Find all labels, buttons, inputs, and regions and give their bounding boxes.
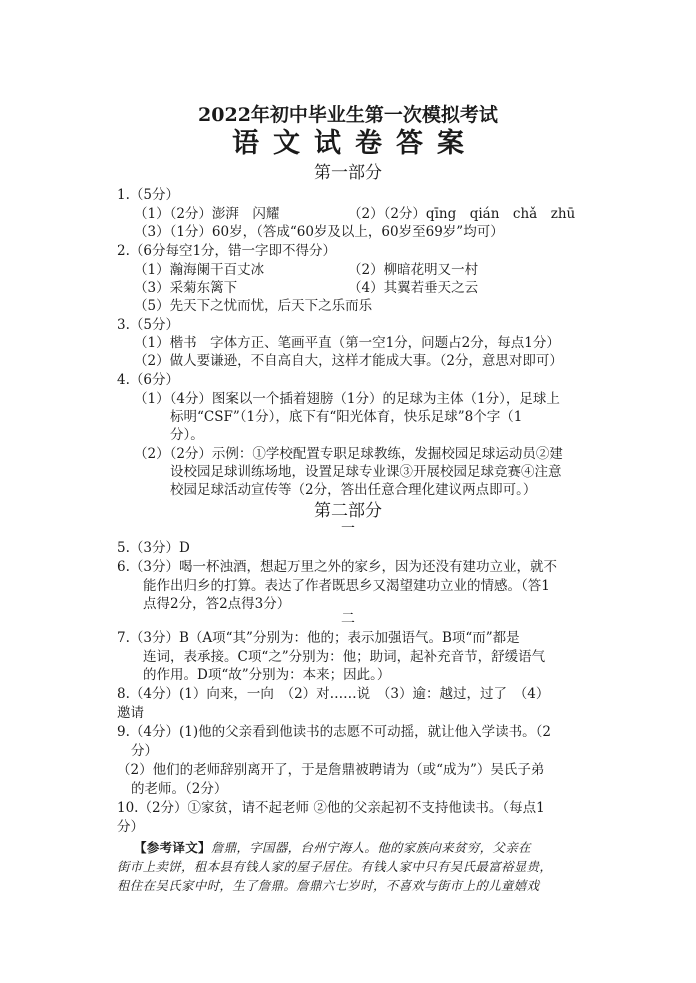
q10-line-2: 分）	[117, 819, 144, 835]
q2-head: 2.（6分每空1分，错一字即不得分）	[117, 243, 337, 259]
q9-line-2: 分）	[131, 743, 158, 759]
q6-line-3: 点得2分，答2点得3分）	[143, 596, 291, 612]
q9-answer-2-line-2: 的老师。（2分）	[131, 781, 228, 797]
translation-line-1	[134, 838, 531, 857]
translation-label: 【参考译文】	[134, 840, 211, 855]
translation-line-2: 街市上卖饼，租本县有钱人家的屋子居住。有钱人家中只有吴氏最富裕显贵，	[117, 859, 553, 874]
q9-answer-2-line-1: （2）他们的老师辞别离开了，于是詹鼎被聘请为（或“成为”）吴氏子弟	[117, 762, 545, 778]
q7-line-3: 的作用。D项“故”分别为：本来；因此。）	[143, 667, 391, 683]
q4-answer-2-line-2: 设校园足球训练场地，设置足球专业课③开展校园足球竞赛④注意	[170, 464, 562, 480]
q8-line-1: 8.（4分）(1）向来，一向 （2）对……说 （3）逾：越过，过了 （4）	[117, 686, 550, 702]
translation-text: 詹鼎，字国器，台州宁海人。他的家族向来贫穷，父亲在	[210, 840, 531, 855]
q3-answer-2: （2）做人要谦逊，不自高自大，这样才能成大事。（2分，意思对即可）	[134, 353, 563, 369]
q7-line-1: 7.（3分）B（A项“其”分别为：他的；表示加强语气。B项“而”都是	[117, 630, 520, 646]
part2-section-one: 一	[341, 521, 355, 537]
exam-title: 2022年初中毕业生第一次模拟考试	[198, 104, 498, 126]
q4-answer-2-line-3: 校园足球活动宣传等（2分，答出任意合理化建议两点即可。）	[170, 482, 537, 498]
document-title: 语文试卷答案	[232, 128, 478, 159]
q1-head: 1.（5分）	[117, 187, 179, 203]
q3-answer-1: （1）楷书 字体方正、笔画平直（第一空1分，问题占2分，每点1分）	[134, 335, 560, 351]
q8-line-2: 邀请	[117, 705, 144, 721]
q7-line-2: 连词，表承接。C项“之”分别为：他；助词，起补充音节，舒缓语气	[143, 649, 546, 665]
q5-answer: 5.（3分）D	[117, 540, 190, 556]
q1-answer-2: （2）（2分）qīng qián chǎ zhū	[348, 206, 576, 222]
q9-line-1: 9.（4分）(1)他的父亲看到他读书的志愿不可动摇，就让他入学读书。（2	[117, 724, 551, 740]
q2-answer-2: （2）柳暗花明又一村	[348, 262, 479, 278]
q10-line-1: 10.（2分）①家贫，请不起老师 ②他的父亲起初不支持他读书。（每点1	[117, 800, 545, 816]
translation-line-3: 租住在吴氏家中时，生了詹鼎。詹鼎六七岁时，不喜欢与街市上的儿童嬉戏	[117, 878, 540, 893]
part2-heading: 第二部分	[314, 501, 382, 521]
part2-section-two: 二	[341, 611, 355, 627]
q4-answer-1-line-1: （1）（4分）图案以一个插着翅膀（1分）的足球为主体（1分），足球上	[134, 391, 560, 407]
q4-answer-1-line-2: 标明“CSF”（1分），底下有“阳光体育，快乐足球”8个字（1	[170, 409, 523, 425]
q4-answer-2-line-1: （2）（2分）示例：①学校配置专职足球教练，发掘校园足球运动员②建	[134, 446, 563, 462]
q4-answer-1-line-3: 分）。	[170, 427, 204, 443]
q2-answer-5: （5）先天下之忧而忧，后天下之乐而乐	[134, 298, 373, 314]
q2-answer-3: （3）采菊东篱下	[134, 280, 238, 296]
q1-answer-3: （3）（1分）60岁，（答成“60岁及以上，60岁至69岁”均可）	[134, 224, 504, 240]
q6-line-1: 6.（3分）喝一杯浊酒，想起万里之外的家乡，因为还没有建功立业，就不	[117, 559, 557, 575]
q3-head: 3.（5分）	[117, 317, 179, 333]
q4-head: 4.（6分）	[117, 372, 179, 388]
part1-heading: 第一部分	[314, 163, 382, 183]
q2-answer-1: （1）瀚海阑干百丈冰	[134, 262, 265, 278]
q1-answer-1: （1）（2分）澎湃 闪耀	[134, 206, 280, 222]
q6-line-2: 能作出归乡的打算。表达了作者既思乡又渴望建功立业的情感。（答1	[143, 578, 550, 594]
q2-answer-4: （4）其翼若垂天之云	[348, 280, 479, 296]
